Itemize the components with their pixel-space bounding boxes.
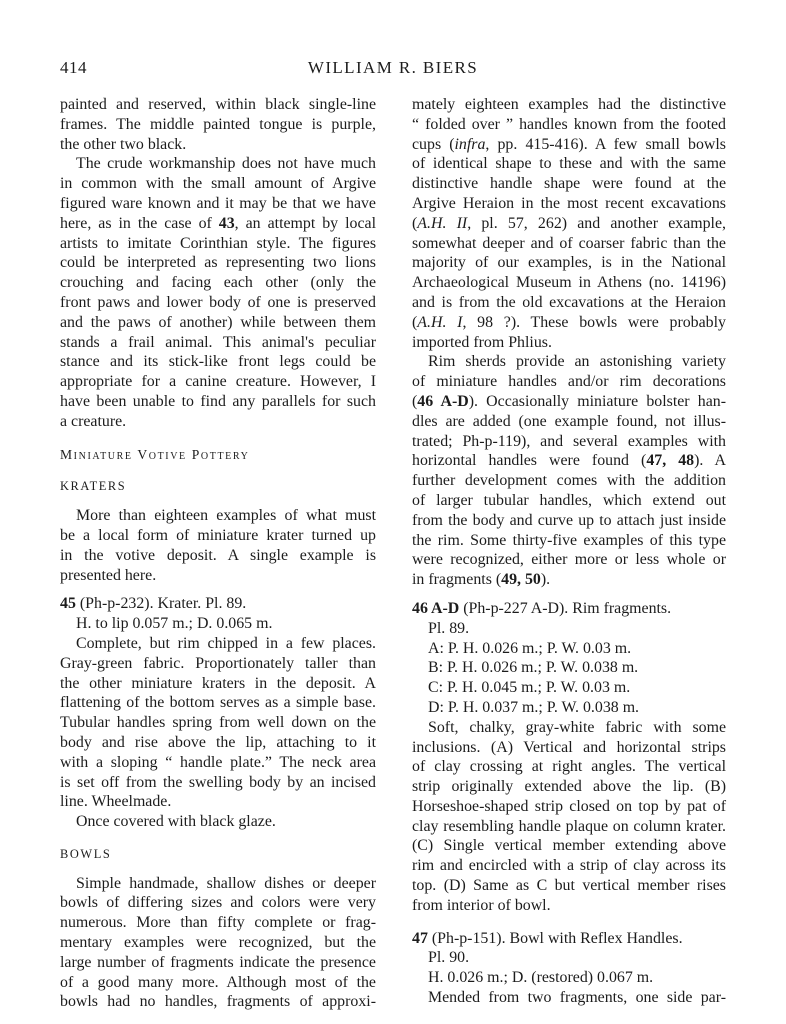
paragraph-start: Simple handmade, shallow dishes or deeper — [76, 874, 376, 892]
paragraph-start: Rim sherds provide an astonishing variety — [428, 353, 726, 371]
text-line: (46 A-D). Occasionally miniature bolster han- — [412, 392, 726, 410]
text-line: from the body and curve up to attach just inside — [412, 511, 726, 529]
catalogue-entry-47: 47 (Ph-p-151). Bowl with Reflex Handles. — [412, 929, 683, 947]
text-line: majority of our examples, is in the National — [412, 254, 726, 272]
text-line: could be interpreted as representing two lions — [60, 254, 376, 272]
text-line: “ folded over ” handles known from the footed — [412, 115, 726, 133]
fragment-dimensions-b: B: P. H. 0.026 m.; P. W. 0.038 m. — [428, 659, 639, 677]
text-line: of miniature handles and/or rim decorations — [412, 373, 726, 391]
text-line: of identical shape to these and with the same — [412, 155, 726, 173]
fragment-dimensions-c: C: P. H. 0.045 m.; P. W. 0.03 m. — [428, 679, 631, 697]
paragraph-start: Complete, but rim chipped in a few places. — [76, 634, 376, 652]
text-line: be a local form of miniature krater turned up — [60, 526, 376, 544]
text-line: somewhat deeper and of coarser fabric than the — [412, 234, 726, 252]
fragment-dimensions-d: D: P. H. 0.037 m.; P. W. 0.038 m. — [428, 698, 640, 716]
subsection-label-kraters: KRATERS — [60, 479, 127, 494]
text-line: presented here. — [60, 566, 157, 584]
running-head: WILLIAM R. BIERS — [307, 58, 479, 77]
text-line: of a good many more. Although most of the — [60, 973, 376, 991]
text-line: and the paws of another) while between them — [60, 313, 376, 331]
text-line: frames. The middle painted tongue is purple, — [60, 115, 376, 133]
text-line: mentary examples were recognized, but the — [60, 934, 376, 952]
paragraph-start: Once covered with black glaze. — [76, 813, 276, 831]
text-line: flattening of the bottom serves as a simple base. — [60, 694, 376, 712]
paragraph-start: Soft, chalky, gray-white fabric with some — [428, 718, 726, 736]
text-line: from interior of bowl. — [412, 896, 551, 914]
text-line: artists to imitate Corinthian style. The figures — [60, 234, 376, 252]
text-line: strip originally extended above the lip. (B) — [412, 778, 726, 796]
page-number: 414 — [60, 58, 87, 77]
text-line: have been unable to find any parallels for such — [60, 392, 376, 410]
plate-reference: Pl. 90. — [428, 949, 470, 967]
page-header — [60, 58, 726, 82]
text-line: Gray-green fabric. Proportionately taller than — [60, 654, 376, 672]
text-line: a creature. — [60, 412, 127, 430]
text-line: figured ware known and it may be that we have — [60, 194, 376, 212]
text-line: (A.H. II, pl. 57, 262) and another example, — [412, 214, 726, 232]
text-line: of larger tubular handles, which extend out — [412, 491, 726, 509]
text-line: the other two black. — [60, 135, 187, 153]
text-line: the rim. Some thirty-five examples of this type — [412, 531, 726, 549]
text-line: in fragments (49, 50). — [412, 571, 551, 589]
text-line: top. (D) Same as C but vertical member rises — [412, 877, 726, 895]
text-line: (A.H. I, 98 ?). These bowls were probably — [412, 313, 726, 331]
text-line: rim and encircled with a strip of clay across its — [412, 857, 726, 875]
subsection-label-bowls: BOWLS — [60, 846, 112, 861]
text-line: with a sloping “ handle plate.” The neck area — [60, 753, 376, 771]
text-line: were recognized, either more or less whole or — [412, 551, 726, 569]
catalogue-entry-46: 46 A-D (Ph-p-227 A-D). Rim fragments. — [412, 599, 672, 617]
right-column — [412, 95, 726, 1008]
text-line: (C) Single vertical member extending above — [412, 837, 726, 855]
text-line: numerous. More than fifty complete or frag- — [60, 914, 376, 932]
text-line: trated; Ph-p-119), and several examples with — [412, 432, 726, 450]
text-line: here, as in the case of 43, an attempt by local — [60, 214, 376, 232]
paragraph-start: The crude workmanship does not have much — [76, 155, 376, 173]
section-heading: Miniature Votive Pottery — [60, 446, 250, 462]
text-line: is set off from the swelling body by an incised — [60, 773, 376, 791]
text-line: front paws and lower body of one is preserved — [60, 293, 376, 311]
text-line: distinctive handle shape were found at the — [412, 175, 726, 193]
text-line: stance and its stick-like front legs could be — [60, 353, 376, 371]
text-line: line. Wheelmade. — [60, 793, 172, 811]
text-line: Argive Heraion in the most recent excavations — [412, 194, 726, 212]
text-line: in the votive deposit. A single example is — [60, 546, 376, 564]
plate-reference: Pl. 89. — [428, 619, 470, 637]
text-line: clay resembling handle plaque on column krater. — [412, 817, 726, 835]
text-line: Horseshoe-shaped strip closed on top by pat of — [412, 797, 726, 815]
text-line: bowls had no handles, fragments of approxi- — [60, 993, 376, 1011]
text-line: appropriate for a canine creature. However, I — [60, 373, 376, 391]
text-line: further development comes with the addition — [412, 472, 726, 490]
text-line: Tubular handles spring from well down on the — [60, 714, 376, 732]
text-line: imported from Phlius. — [412, 333, 552, 351]
text-line: Archaeological Museum in Athens (no. 14196) — [412, 274, 726, 292]
catalogue-entry-45: 45 (Ph-p-232). Krater. Pl. 89. — [60, 595, 247, 613]
text-line: large number of fragments indicate the presence — [60, 953, 376, 971]
text-line: inclusions. (A) Vertical and horizontal strips — [412, 738, 726, 756]
text-line: the other miniature kraters in the deposit. A — [60, 674, 376, 692]
catalogue-dimensions: H. 0.026 m.; D. (restored) 0.067 m. — [428, 969, 654, 987]
text-line: dles are added (one example found, not illus- — [412, 412, 726, 430]
text-line: painted and reserved, within black single-line — [60, 96, 376, 113]
text-line: crouching and facing each other (only the — [60, 274, 376, 292]
text-line: body and rise above the lip, attaching to it — [60, 733, 376, 751]
text-line: in common with the small amount of Argive — [60, 175, 376, 193]
text-line: bowls of differing sizes and colors were very — [60, 894, 376, 912]
catalogue-dimensions: H. to lip 0.057 m.; D. 0.065 m. — [76, 615, 273, 633]
paragraph-start: More than eighteen examples of what must — [76, 507, 376, 525]
fragment-dimensions-a: A: P. H. 0.026 m.; P. W. 0.03 m. — [428, 639, 632, 657]
left-column — [60, 95, 376, 1012]
text-line: mately eighteen examples had the distinctive — [412, 96, 726, 113]
text-line: and is from the old excavations at the Heraion — [412, 293, 726, 311]
text-line: of clay crossing at right angles. The vertical — [412, 758, 726, 776]
paragraph-start: Mended from two fragments, one side par- — [428, 989, 726, 1007]
text-line: horizontal handles were found (47, 48). A — [412, 452, 726, 470]
text-line: stands a frail animal. This animal's peculiar — [60, 333, 376, 351]
text-line: cups (infra, pp. 415-416). A few small bowls — [412, 135, 726, 153]
